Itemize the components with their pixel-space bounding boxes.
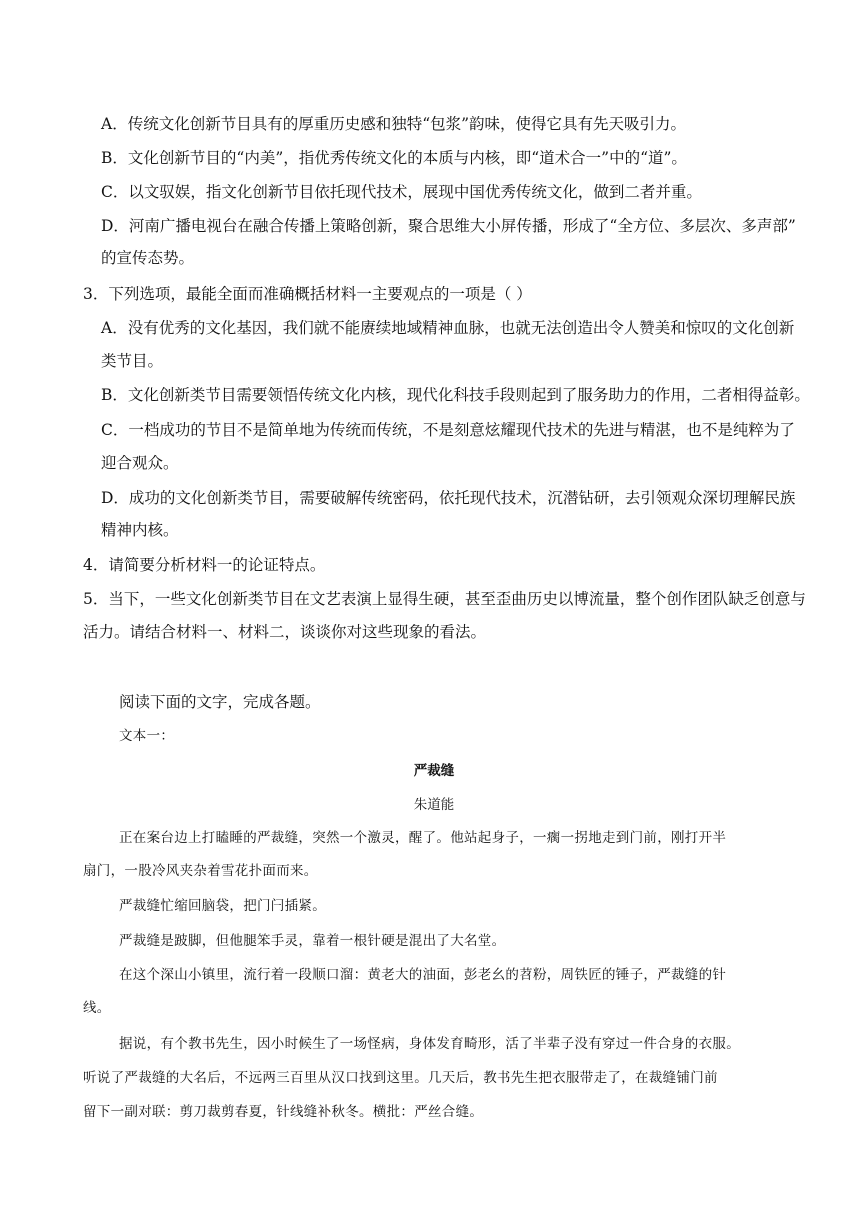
story-paragraph-4-line1: 在这个深山小镇里，流行着一段顺口溜：黄老大的油面，彭老幺的苕粉，周铁匠的锤子，严裁缝的针	[119, 967, 727, 983]
story-paragraph-5-line1: 据说，有个教书先生，因小时候生了一场怪病，身体发育畸形，活了半辈子没有穿过一件合身的衣服。	[119, 1036, 740, 1052]
q5-line1: 5．当下，一些文化创新类节目在文艺表演上显得生硬，甚至歪曲历史以博流量，整个创作团队缺乏创意与	[83, 590, 806, 608]
reading-instruction: 阅读下面的文字，完成各题。	[119, 693, 321, 711]
q3-option-d-line2: 精神内核。	[101, 521, 179, 539]
q3-option-c-line2: 迎合观众。	[101, 454, 179, 472]
q3-stem: 3．下列选项，最能全面而准确概括材料一主要观点的一项是（ ）	[83, 285, 532, 303]
story-paragraph-1-line1: 正在案台边上打瞌睡的严裁缝，突然一个激灵，醒了。他站起身子，一瘸一拐地走到门前，刚打开半	[119, 830, 727, 846]
story-paragraph-5-line3: 留下一副对联：剪刀裁剪春夏，针线缝补秋冬。横批：严丝合缝。	[83, 1104, 484, 1120]
story-paragraph-1-line2: 扇门，一股冷风夹杂着雪花扑面而来。	[83, 863, 318, 879]
q2-option-c: C．以文驭娱，指文化创新节目依托现代技术，展现中国优秀传统文化，做到二者并重。	[101, 183, 702, 201]
q2-option-d-line1: D．河南广播电视台在融合传播上策略创新，聚合思维大小屏传播，形成了“全方位、多层次、多声部”	[101, 217, 796, 235]
story-paragraph-2: 严裁缝忙缩回脑袋，把门闩插紧。	[119, 898, 326, 914]
q3-option-c-line1: C．一档成功的节目不是简单地为传统而传统，不是刻意炫耀现代技术的先进与精湛，也不是纯粹为了	[101, 421, 795, 439]
q5-line2: 活力。请结合材料一、材料二，谈谈你对这些现象的看法。	[83, 623, 487, 641]
q3-option-d-line1: D．成功的文化创新类节目，需要破解传统密码，依托现代技术，沉潜钻研，去引领观众深切理解民族	[101, 489, 796, 507]
q4-stem: 4．请简要分析材料一的论证特点。	[83, 556, 326, 574]
q3-option-a-line1: A．没有优秀的文化基因，我们就不能赓续地域精神血脉，也就无法创造出令人赞美和惊叹的文化创新	[101, 319, 795, 337]
q2-option-d-line2: 的宣传态势。	[101, 249, 195, 267]
text-label: 文本一：	[119, 728, 175, 744]
story-paragraph-3: 严裁缝是跛脚，但他腿笨手灵，靠着一根针硬是混出了大名堂。	[119, 933, 506, 949]
story-author: 朱道能	[413, 797, 455, 813]
q2-option-a: A．传统文化创新节目具有的厚重历史感和独特“包浆”韵味，使得它具有先天吸引力。	[101, 115, 687, 133]
story-title: 严裁缝	[413, 763, 455, 779]
q2-option-b: B．文化创新节目的“内美”，指优秀传统文化的本质与内核，即“道术合一”中的“道”。	[101, 149, 687, 167]
story-paragraph-5-line2: 听说了严裁缝的大名后，不远两三百里从汉口找到这里。几天后，教书先生把衣服带走了，在裁缝铺门前	[83, 1070, 718, 1086]
q3-option-a-line2: 类节目。	[101, 352, 164, 370]
story-paragraph-4-line2: 线。	[83, 1000, 111, 1016]
q3-option-b: B．文化创新类节目需要领悟传统文化内核，现代化科技手段则起到了服务助力的作用，二者相得益彰。	[101, 386, 810, 404]
